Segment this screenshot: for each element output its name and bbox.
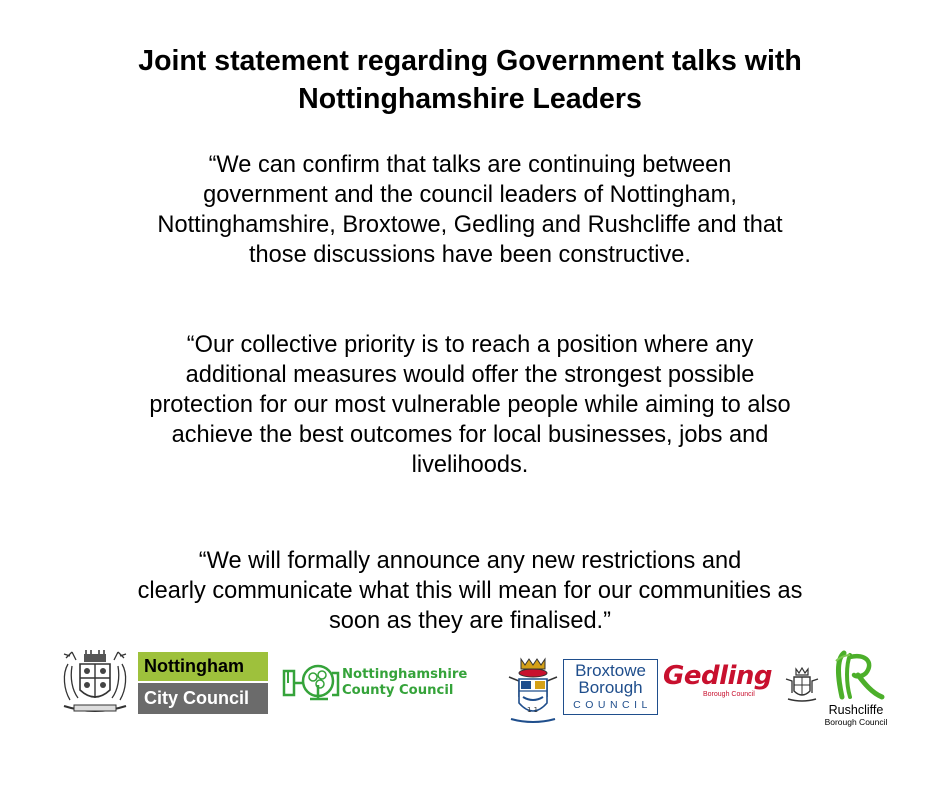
paragraph-line: livelihoods.	[411, 452, 529, 478]
broxtowe-borough-council-logo	[563, 659, 658, 715]
rushcliffe-r-icon	[816, 649, 896, 703]
rushcliffe-line1: Rushcliffe	[828, 703, 884, 717]
broxtowe-line2: Borough	[578, 678, 643, 697]
statement-title	[0, 42, 940, 118]
paragraph-line: Nottinghamshire, Broxtowe, Gedling and Rushcliffe and that	[157, 212, 783, 238]
paragraph-2	[0, 330, 940, 480]
gedling-wordmark: Gedling	[663, 661, 773, 691]
paragraph-line: those discussions have been constructive.	[249, 242, 691, 268]
rushcliffe-borough-council-logo	[816, 649, 896, 729]
paragraph-line: achieve the best outcomes for local businesses, jobs and	[171, 422, 769, 448]
title-line-2: Nottinghamshire Leaders	[298, 83, 642, 115]
paragraph-line: “We can confirm that talks are continuing between	[208, 152, 732, 178]
paragraph-1	[0, 150, 940, 270]
paragraph-3	[0, 546, 940, 636]
broxtowe-line1: Broxtowe	[575, 661, 646, 680]
council-logos-strip	[0, 645, 940, 735]
paragraph-line: soon as they are finalised.”	[329, 608, 611, 634]
paragraph-line: “We will formally announce any new restrictions and	[198, 548, 742, 574]
nottingham-city-line1: Nottingham	[138, 652, 268, 681]
nottinghamshire-line1: Nottinghamshire	[342, 667, 468, 682]
gedling-borough-council-logo	[663, 661, 783, 707]
gedling-crest-icon	[784, 665, 820, 703]
nottingham-city-council-logo	[138, 652, 268, 714]
paragraph-line: “Our collective priority is to reach a position where any	[186, 332, 754, 358]
oak-tree-icon	[280, 663, 340, 703]
paragraph-line: additional measures would offer the strongest possible	[185, 362, 755, 388]
svg-text:1 1: 1 1	[527, 706, 539, 714]
broxtowe-line3: COUNCIL	[573, 699, 652, 711]
title-line-1: Joint statement regarding Government talks with	[138, 45, 802, 77]
gedling-subtitle: Borough Council	[703, 691, 755, 698]
paragraph-line: clearly communicate what this will mean for our communities as	[137, 578, 803, 604]
nottingham-city-line2: City Council	[138, 683, 268, 714]
nottingham-city-crest-icon	[58, 650, 132, 716]
broxtowe-crest-icon	[505, 657, 561, 725]
rushcliffe-line2: Borough Council	[824, 717, 888, 727]
paragraph-line: government and the council leaders of Nottingham,	[203, 182, 737, 208]
nottinghamshire-line2: County Council	[342, 683, 454, 698]
paragraph-line: protection for our most vulnerable people while aiming to also	[149, 392, 791, 418]
nottinghamshire-county-council-logo	[280, 663, 495, 703]
